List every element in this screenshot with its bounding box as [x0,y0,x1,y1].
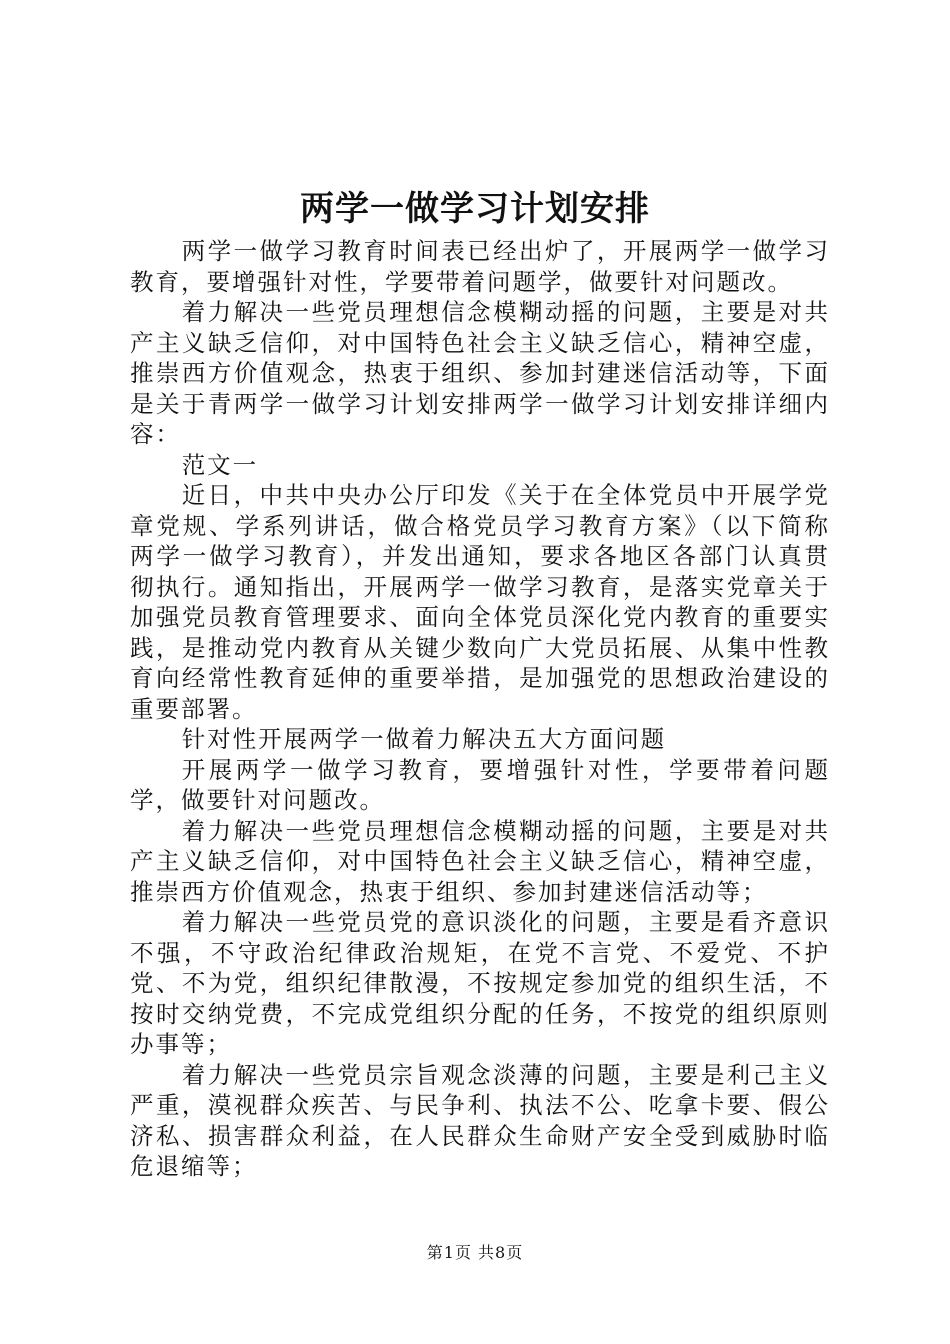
document-title: 两学一做学习计划安排 [300,189,650,229]
paragraph: 两学一做学习教育时间表已经出炉了，开展两学一做学习教育，要增强针对性，学要带着问题学，做要针对问题改。 [130,237,830,296]
paragraph: 开展两学一做学习教育，要增强针对性，学要带着问题学，做要针对问题改。 [130,755,830,814]
paragraph: 着力解决一些党员党的意识淡化的问题，主要是看齐意识不强，不守政治纪律政治规矩，在党不言党、不爱党、不护党、不为党，组织纪律散漫，不按规定参加党的组织生活，不按时交纳党费，不完成党组织分配的任务，不按党的组织原则办事等； [130,908,830,1058]
paragraph: 近日，中共中央办公厅印发《关于在全体党员中开展学党章党规、学系列讲话，做合格党员学习教育方案》（以下简称两学一做学习教育），并发出通知，要求各地区各部门认真贯彻执行。通知指出，开展两学一做学习教育，是落实党章关于加强党员教育管理要求、面向全体党员深化党内教育的重要实践，是推动党内教育从关键少数向广大党员拓展、从集中性教育向经常性教育延伸的重要举措，是加强党的思想政治建设的重要部署。 [130,481,830,723]
section-label: 范文一 [181,450,259,479]
paragraph: 着力解决一些党员理想信念模糊动摇的问题，主要是对共产主义缺乏信仰，对中国特色社会主义缺乏信心，精神空虚，推崇西方价值观念，热衷于组织、参加封建迷信活动等，下面是关于青两学一做学习计划安排两学一做学习计划安排详细内容： [130,298,830,448]
section-heading: 针对性开展两学一做着力解决五大方面问题 [181,725,667,753]
page-footer: 第1页 共8页 [426,1243,524,1262]
paragraph: 着力解决一些党员宗旨观念淡薄的问题，主要是利己主义严重，漠视群众疾苦、与民争利、执法不公、吃拿卡要、假公济私、损害群众利益，在人民群众生命财产安全受到威胁时临危退缩等； [130,1060,830,1180]
document-body [130,236,830,1182]
paragraph: 着力解决一些党员理想信念模糊动摇的问题，主要是对共产主义缺乏信仰，对中国特色社会主义缺乏信心，精神空虚，推崇西方价值观念，热衷于组织、参加封建迷信活动等； [130,816,830,906]
